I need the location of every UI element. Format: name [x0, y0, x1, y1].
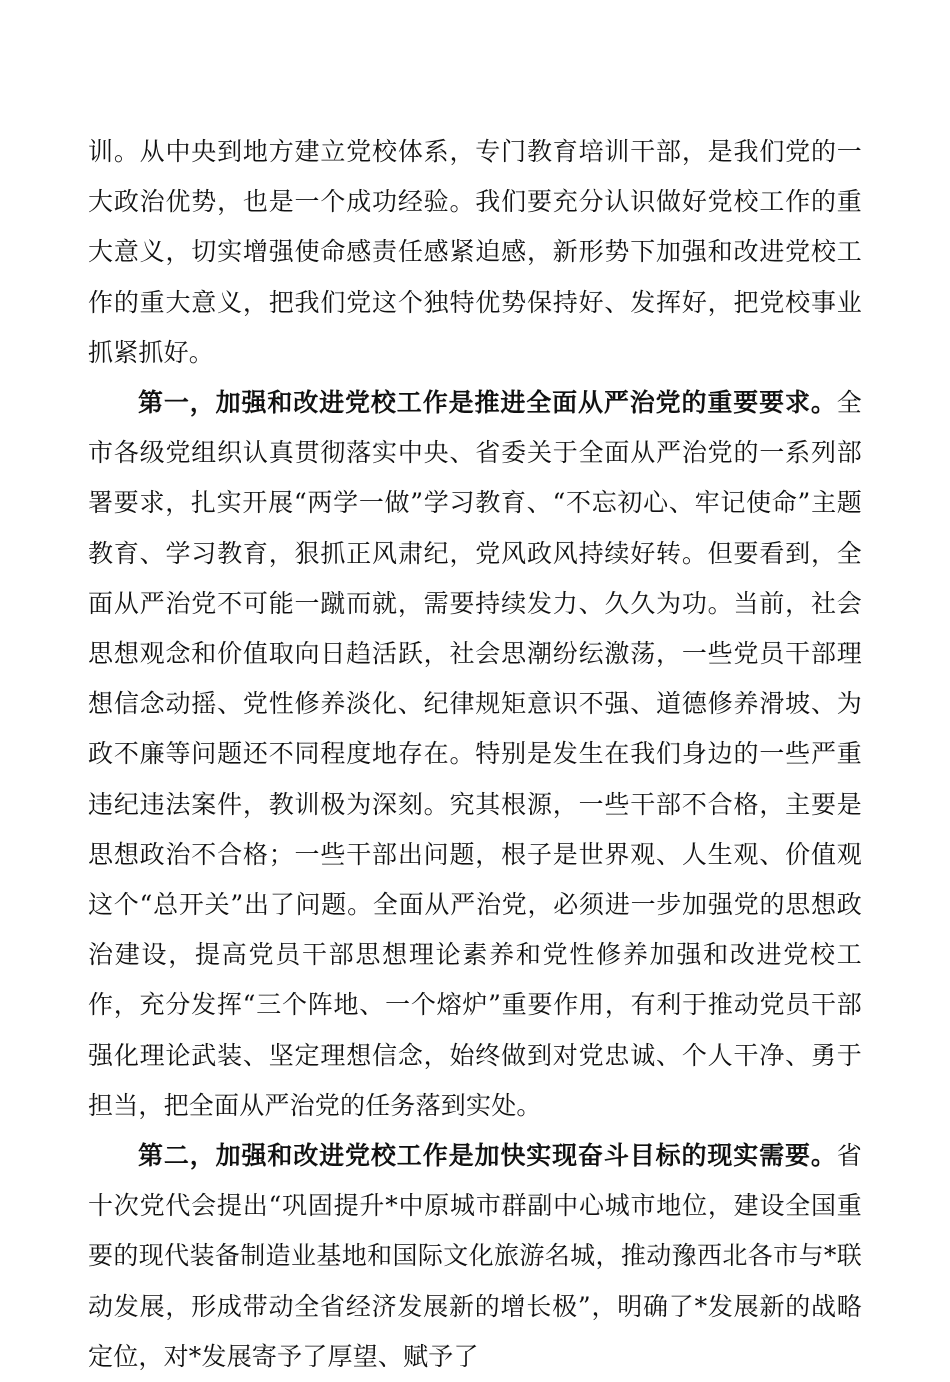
paragraph-text: 全市各级党组织认真贯彻落实中央、省委关于全面从严治党的一系列部署要求，扎实开展“两学一做”学习教育、“不忘初心、牢记使命”主题教育、学习教育，狠抓正风肃纪，党风政风持续好转。但要看到，全面从严治党不可能一蹴而就，需要持续发力、久久为功。当前，社会思想观念和价值取向日趋活跃，社会思潮纷纭激荡，一些党员干部理想信念动摇、党性修养淡化、纪律规矩意识不强、道德修养滑坡、为政不廉等问题还不同程度地存在。特别是发生在我们身边的一些严重违纪违法案件，教训极为深刻。究其根源，一些干部不合格，主要是思想政治不合格；一些干部出问题，根子是世界观、人生观、价值观这个“总开关”出了问题。全面从严治党，必须进一步加强党的思想政治建设，提高党员干部思想理论素养和党性修养加强和改进党校工作，充分发挥“三个阵地、一个熔炉”重要作用，有利于推动党员干部强化理论武装、坚定理想信念，始终做到对党忠诚、个人干净、勇于担当，把全面从严治党的任务落到实处。: [88, 388, 862, 1120]
paragraph-heading: 第一，加强和改进党校工作是推进全面从严治党的重要要求。: [138, 388, 837, 418]
paragraph-heading: 第二，加强和改进党校工作是加快实现奋斗目标的现实需要。: [138, 1141, 837, 1171]
paragraph-second-point: [88, 1131, 862, 1382]
document-page: [88, 127, 862, 1382]
paragraph-first-point: [88, 378, 862, 1131]
paragraph-text: 省十次党代会提出“巩固提升*中原城市群副中心城市地位，建设全国重要的现代装备制造业基地和国际文化旅游名城，推动豫西北各市与*联动发展，形成带动全省经济发展新的增长极”，明确了*发展新的战略定位，对*发展寄予了厚望、赋予了: [88, 1141, 862, 1371]
paragraph-continuation: [88, 127, 862, 378]
paragraph-text: 训。从中央到地方建立党校体系，专门教育培训干部，是我们党的一大政治优势，也是一个成功经验。我们要充分认识做好党校工作的重大意义，切实增强使命感责任感紧迫感，新形势下加强和改进党校工作的重大意义，把我们党这个独特优势保持好、发挥好，把党校事业抓紧抓好。: [88, 137, 862, 367]
